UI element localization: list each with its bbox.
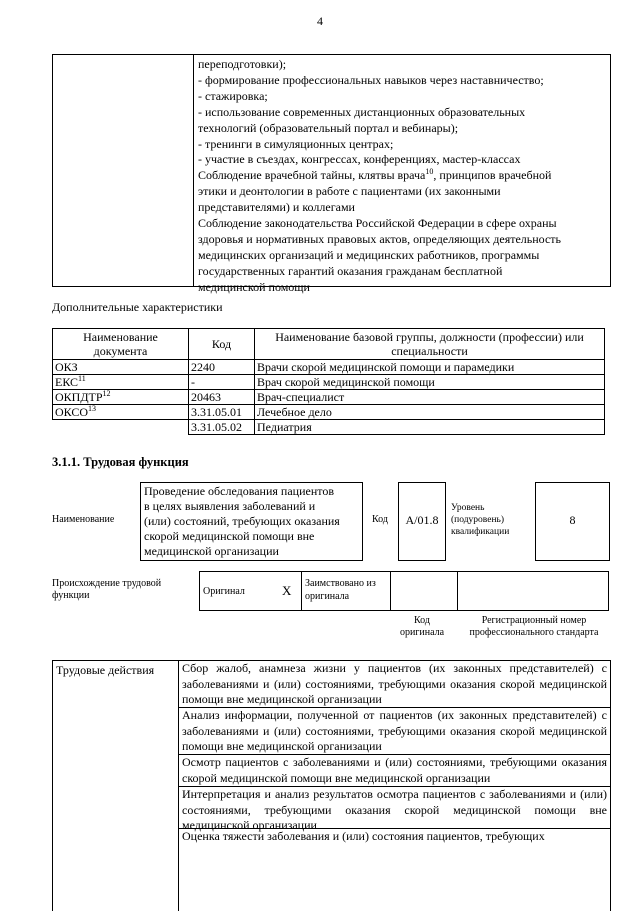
table-row	[53, 375, 605, 390]
cell-code: 3.31.05.01	[189, 405, 255, 420]
code-box	[398, 482, 446, 561]
origin-divider	[390, 572, 391, 610]
action-item: Анализ информации, полученной от пациентов (их законных представителей) с заболеваниями и (или) состояниями, требующими оказания скорой медицинской помощи вне медицинской организации	[179, 708, 610, 755]
oath-text: Соблюдение врачебной тайны, клятвы врача	[198, 168, 426, 183]
table-header-row	[53, 329, 605, 360]
table-row	[53, 405, 605, 420]
actions-label-cell	[53, 661, 179, 911]
cell-doc: ОКПДТР$^{12}$	[53, 390, 189, 405]
table-row	[53, 360, 605, 375]
borrowed-label: Заимствовано из оригинала	[305, 578, 376, 602]
cell-name: Врач скорой медицинской помощи	[255, 375, 605, 390]
text-line: Соблюдение законодательства Российской Федерации в сфере охраны	[198, 216, 557, 231]
reg-number-caption: Регистрационный номер профессионального стандарта	[469, 615, 599, 638]
code-value: A/01.8	[405, 513, 439, 527]
origin-code-caption: Код оригинала	[399, 615, 445, 638]
labour-actions-table	[52, 660, 611, 911]
level-box	[535, 482, 610, 561]
footnote-ref: 10	[425, 167, 434, 177]
action-item: Осмотр пациентов с заболеваниями и (или) состояниями, требующими оказания скорой медицинской помощи вне медицинской организации	[179, 755, 610, 787]
text-line: - стажировка;	[198, 88, 268, 103]
oath-text-cont: , принципов врачебной	[433, 168, 552, 183]
cell-doc: ЕКС$^{11}$	[53, 375, 189, 390]
original-label: Оригинал	[203, 586, 245, 597]
text-line: медицинской помощи	[198, 279, 310, 294]
column-divider	[193, 55, 194, 286]
text-line: этики и деонтологии в работе с пациентами (их законными	[198, 184, 501, 199]
origin-divider	[301, 572, 302, 610]
header-name: Наименование базовой группы, должности (профессии) или специальности	[255, 329, 605, 360]
origin-label: Происхождение трудовой функции	[52, 578, 162, 601]
additional-characteristics-title: Дополнительные характеристики	[52, 300, 223, 314]
header-doc: Наименование документа	[53, 329, 189, 360]
original-mark: X	[282, 583, 292, 598]
cell-code: -	[189, 375, 255, 390]
cell-name: Врачи скорой медицинской помощи и парамедики	[255, 360, 605, 375]
additional-characteristics-table	[52, 328, 605, 435]
text-line: государственных гарантий оказания гражданам бесплатной	[198, 263, 503, 278]
origin-divider	[457, 572, 458, 610]
actions-label: Трудовые действия	[56, 663, 155, 677]
cell-code: 2240	[189, 360, 255, 375]
text-line: - участие в съездах, конгрессах, конференциях, мастер-классах	[198, 152, 521, 167]
action-item: Интерпретация и анализ результатов осмотра пациентов с заболеваниями и (или) состояниями, требующими оказания скорой медицинской помощи вне медицинской организации	[179, 787, 610, 829]
header-code: Код	[189, 329, 255, 360]
text-line: - формирование профессиональных навыков через наставничество;	[198, 72, 544, 87]
table-row	[53, 390, 605, 405]
function-name-text: Проведение обследования пациентов в целях выявления заболеваний и (или) состояний, требующих оказания скорой медицинской помощи вне медицинской организации	[144, 484, 340, 558]
table-row	[53, 420, 605, 435]
action-item: Оценка тяжести заболевания и (или) состояния пациентов, требующих	[182, 829, 545, 843]
origin-box	[199, 571, 609, 611]
cell-code: 20463	[189, 390, 255, 405]
section-title: 3.1.1. Трудовая функция	[52, 455, 189, 469]
action-item: Сбор жалоб, анамнеза жизни у пациентов (их законных представителей) с заболеваниями и (или) состояниями, требующими оказания скорой медицинской помощи вне медицинской организации	[179, 661, 610, 708]
cell-doc: ОКСО$^{13}$	[53, 405, 189, 420]
cell-name: Лечебное дело	[255, 405, 605, 420]
text-line: - тренинги в симуляционных центрах;	[198, 136, 394, 151]
text-line: медицинских организаций и медицинских работников, программы	[198, 247, 540, 262]
text-line: здоровья и нормативных правовых актов, определяющих деятельность	[198, 231, 562, 246]
continuation-text	[198, 57, 606, 296]
level-label: Уровень (подуровень) квалификации	[451, 503, 510, 537]
continuation-table	[52, 54, 611, 294]
oath-line	[198, 168, 606, 184]
name-label: Наименование	[52, 514, 115, 525]
cell-name: Врач-специалист	[255, 390, 605, 405]
text-line: - использование современных дистанционных образовательных	[198, 104, 526, 119]
function-name-box	[140, 482, 363, 561]
code-label: Код	[372, 514, 388, 525]
level-value: 8	[569, 513, 576, 527]
text-line: представителями) и коллегами	[198, 200, 355, 215]
cell-doc-empty	[53, 420, 189, 435]
cell-doc: ОКЗ	[53, 360, 189, 375]
cell-name: Педиатрия	[255, 420, 605, 435]
cell-code: 3.31.05.02	[189, 420, 255, 435]
text-line: переподготовки);	[198, 57, 287, 71]
text-line: технологий (образовательный портал и вебинары);	[198, 120, 459, 135]
page-number: 4	[317, 14, 323, 28]
